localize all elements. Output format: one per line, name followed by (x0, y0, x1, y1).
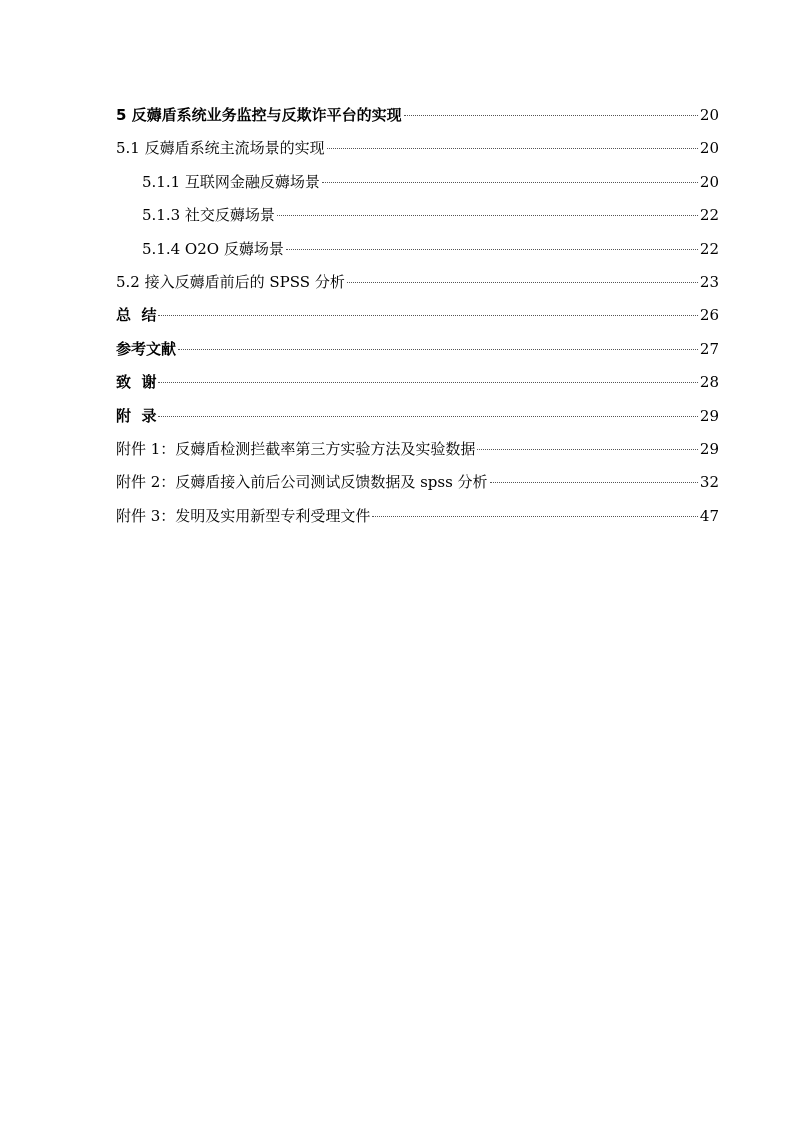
toc-entry-title: 致 谢 (116, 373, 157, 392)
toc-entry-section-5-1-4[interactable] (116, 238, 719, 271)
toc-entry-section-5-1[interactable] (116, 137, 719, 170)
toc-entry-page-number: 20 (699, 139, 719, 158)
toc-entry-page-number: 47 (699, 506, 719, 525)
toc-entry-summary[interactable] (116, 304, 719, 337)
toc-entry-title: 5.2 接入反薅盾前后的 SPSS 分析 (116, 272, 345, 291)
toc-dot-leader (322, 182, 698, 183)
toc-entry-page-number: 29 (699, 439, 719, 458)
toc-entry-title: 5.1.3 社交反薅场景 (142, 206, 275, 225)
toc-entry-acknowledgements[interactable] (116, 371, 719, 404)
toc-entry-title: 5 反薅盾系统业务监控与反欺诈平台的实现 (116, 106, 402, 124)
toc-dot-leader (347, 282, 698, 283)
toc-entry-page-number: 23 (699, 272, 719, 291)
toc-entry-page-number: 20 (699, 172, 719, 191)
toc-dot-leader (490, 482, 698, 483)
toc-entry-title: 附件 1：反薅盾检测拦截率第三方实验方法及实验数据 (116, 439, 476, 458)
toc-entry-page-number: 22 (699, 206, 719, 225)
toc-dot-leader (158, 382, 697, 383)
toc-entry-page-number: 26 (699, 306, 719, 325)
toc-dot-leader (372, 516, 698, 517)
toc-dot-leader (178, 349, 698, 350)
toc-entry-title: 附 录 (116, 406, 157, 425)
toc-entry-page-number: 29 (699, 406, 719, 425)
toc-entry-attachment-1[interactable] (116, 438, 719, 471)
toc-dot-leader (327, 148, 698, 149)
toc-entry-page-number: 28 (699, 373, 719, 392)
toc-entry-page-number: 22 (699, 239, 719, 258)
toc-dot-leader (404, 115, 698, 116)
toc-entry-page-number: 32 (699, 473, 719, 492)
toc-entry-title: 附件 2：反薅盾接入前后公司测试反馈数据及 spss 分析 (116, 473, 488, 492)
toc-entry-title: 附件 3：发明及实用新型专利受理文件 (116, 506, 371, 525)
toc-dot-leader (277, 215, 698, 216)
table-of-contents (116, 104, 719, 538)
toc-dot-leader (158, 416, 697, 417)
toc-dot-leader (286, 249, 698, 250)
toc-entry-title: 总 结 (116, 306, 157, 325)
toc-entry-section-5-2[interactable] (116, 271, 719, 304)
toc-entry-page-number: 20 (699, 106, 719, 124)
toc-entry-appendix[interactable] (116, 405, 719, 438)
toc-entry-page-number: 27 (699, 339, 719, 358)
toc-entry-chapter-5[interactable] (116, 104, 719, 137)
toc-entry-title: 5.1.4 O2O 反薅场景 (142, 239, 284, 258)
toc-entry-section-5-1-3[interactable] (116, 204, 719, 237)
toc-entry-title: 5.1.1 互联网金融反薅场景 (142, 172, 320, 191)
toc-entry-attachment-3[interactable] (116, 505, 719, 538)
toc-entry-title: 参考文献 (116, 339, 177, 358)
toc-dot-leader (158, 315, 697, 316)
toc-entry-section-5-1-1[interactable] (116, 171, 719, 204)
toc-entry-attachment-2[interactable] (116, 471, 719, 504)
toc-entry-references[interactable] (116, 338, 719, 371)
toc-dot-leader (477, 449, 698, 450)
toc-entry-title: 5.1 反薅盾系统主流场景的实现 (116, 139, 325, 158)
